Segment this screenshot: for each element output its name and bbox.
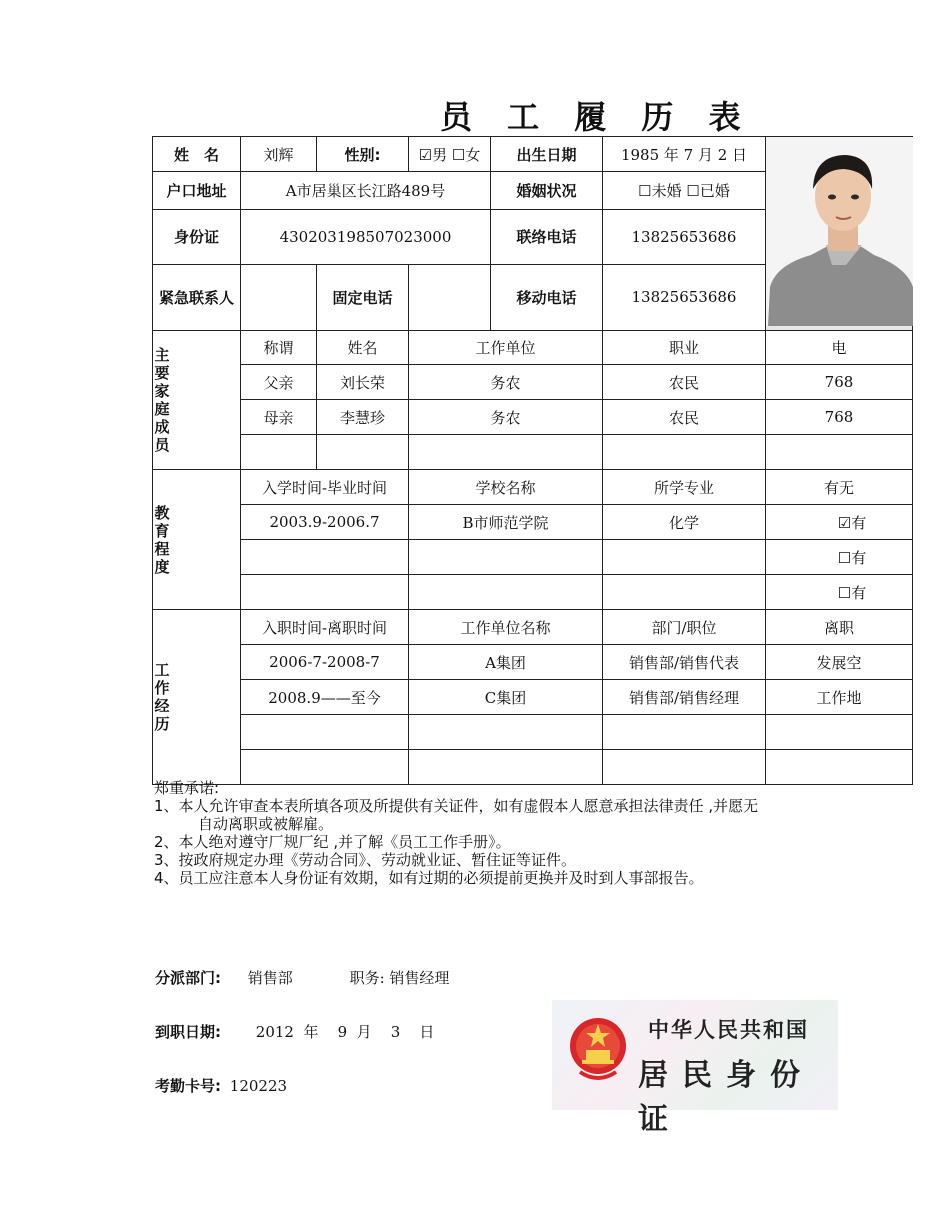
gender-label: 性别: [317, 137, 409, 172]
note-item: 3、按政府规定办理《劳动合同》、劳动就业证、暂住证等证件。 [154, 851, 577, 869]
work-cell[interactable]: A集团 [409, 645, 603, 680]
family-cell[interactable]: 母亲 [241, 400, 317, 435]
work-cell[interactable] [409, 715, 603, 750]
work-cell[interactable]: C集团 [409, 680, 603, 715]
education-cell[interactable]: ☐有 [766, 575, 913, 610]
work-header: 工作单位名称 [409, 610, 603, 645]
mobile-value[interactable]: 13825653686 [603, 264, 766, 330]
note-item: 2、本人绝对遵守厂规厂纪 ,并了解《员工工作手册》。 [154, 833, 511, 851]
work-section-label: 工作经历 [153, 610, 241, 785]
note-item: 4、员工应注意本人身份证有效期，如有过期的必须提前更换并及时到人事部报告。 [154, 869, 704, 887]
resume-form [152, 136, 867, 777]
card-label: 考勤卡号: [155, 1077, 221, 1095]
family-cell[interactable] [317, 435, 409, 470]
family-header: 称谓 [241, 331, 317, 365]
education-header: 入学时间-毕业时间 [241, 470, 409, 505]
birth-value[interactable]: 1985 年 7 月 2 日 [603, 137, 766, 172]
person-photo-icon [766, 137, 913, 326]
assigned-dept-row [155, 967, 449, 988]
gender-female-checkbox[interactable]: ☐女 [451, 145, 481, 164]
work-cell[interactable] [603, 715, 766, 750]
dept-value[interactable]: 销售部 [247, 969, 293, 987]
hukou-label: 户口地址 [153, 172, 241, 209]
photo-cell [766, 137, 913, 331]
page-title: 员 工 履 历 表 [440, 98, 753, 136]
education-section-label: 教育程度 [153, 470, 241, 610]
id-card-line1: 中华人民共和国 [648, 1017, 809, 1042]
education-header: 学校名称 [409, 470, 603, 505]
date-value[interactable]: 2012 年 9 月 3 日 [255, 1023, 435, 1041]
education-cell[interactable] [603, 575, 766, 610]
notes-heading: 郑重承诺: [154, 779, 220, 797]
family-cell[interactable] [766, 435, 913, 470]
national-emblem-icon [568, 1014, 628, 1084]
education-cell[interactable] [241, 540, 409, 575]
work-cell[interactable]: 发展空 [766, 645, 913, 680]
work-cell[interactable]: 销售部/销售代表 [603, 645, 766, 680]
id-card-image [552, 1000, 838, 1137]
date-label: 到职日期: [155, 1023, 221, 1041]
attendance-card-row [155, 1075, 287, 1096]
work-cell[interactable] [766, 715, 913, 750]
work-cell[interactable] [241, 715, 409, 750]
family-section-label: 主要家庭成员 [153, 331, 241, 470]
id-label: 身份证 [153, 209, 241, 264]
gender-male-checkbox[interactable]: ☑男 [418, 145, 448, 164]
marital-options[interactable]: ☐未婚 ☐已婚 [603, 172, 766, 209]
phone-label: 联络电话 [491, 209, 603, 264]
family-header: 工作单位 [409, 331, 603, 365]
family-cell[interactable]: 农民 [603, 400, 766, 435]
family-cell[interactable]: 农民 [603, 365, 766, 400]
family-header: 电 [766, 331, 913, 365]
family-header: 职业 [603, 331, 766, 365]
note-item: 1、本人允许审查本表所填各项及所提供有关证件，如有虚假本人愿意承担法律责任 ,并愿无 [154, 797, 759, 815]
education-cell[interactable] [409, 540, 603, 575]
family-cell[interactable]: 刘长荣 [317, 365, 409, 400]
family-cell[interactable]: 李慧珍 [317, 400, 409, 435]
education-cell[interactable]: 2003.9-2006.7 [241, 505, 409, 540]
work-header: 离职 [766, 610, 913, 645]
family-cell[interactable]: 父亲 [241, 365, 317, 400]
family-cell[interactable]: 768 [766, 400, 913, 435]
education-cell[interactable]: 化学 [603, 505, 766, 540]
work-header: 入职时间-离职时间 [241, 610, 409, 645]
work-cell[interactable]: 2006-7-2008-7 [241, 645, 409, 680]
commitment-notes [154, 779, 854, 887]
landline-label: 固定电话 [317, 264, 409, 330]
education-cell[interactable]: ☐有 [766, 540, 913, 575]
work-cell[interactable]: 2008.9——至今 [241, 680, 409, 715]
education-cell[interactable]: B市师范学院 [409, 505, 603, 540]
mobile-label: 移动电话 [491, 264, 603, 330]
family-cell[interactable] [241, 435, 317, 470]
family-header: 姓名 [317, 331, 409, 365]
hukou-value[interactable]: A市居巢区长江路489号 [241, 172, 491, 209]
family-cell[interactable] [603, 435, 766, 470]
marital-label: 婚姻状况 [491, 172, 603, 209]
education-cell[interactable]: ☑有 [766, 505, 913, 540]
education-cell[interactable] [409, 575, 603, 610]
id-number-value[interactable]: 430203198507023000 [241, 209, 491, 264]
family-cell[interactable] [409, 435, 603, 470]
emergency-label: 紧急联系人 [153, 264, 241, 330]
phone-value[interactable]: 13825653686 [603, 209, 766, 264]
dept-label: 分派部门: [155, 969, 221, 987]
name-label: 姓 名 [153, 137, 241, 172]
position-value[interactable]: 职务: 销售经理 [349, 969, 450, 987]
landline-value[interactable] [409, 264, 491, 330]
education-header: 所学专业 [603, 470, 766, 505]
education-cell[interactable] [603, 540, 766, 575]
work-cell[interactable]: 销售部/销售经理 [603, 680, 766, 715]
work-cell[interactable]: 工作地 [766, 680, 913, 715]
family-cell[interactable]: 768 [766, 365, 913, 400]
education-header: 有无 [766, 470, 913, 505]
name-value[interactable]: 刘辉 [241, 137, 317, 172]
employee-photo [766, 137, 912, 330]
family-cell[interactable]: 务农 [409, 400, 603, 435]
gender-options[interactable] [409, 137, 491, 172]
birth-label: 出生日期 [491, 137, 603, 172]
start-date-row [155, 1021, 434, 1042]
education-cell[interactable] [241, 575, 409, 610]
emergency-value[interactable] [241, 264, 317, 330]
note-item-continued: 自动离职或被解雇。 [198, 815, 334, 833]
card-value[interactable]: 120223 [229, 1077, 288, 1095]
family-cell[interactable]: 务农 [409, 365, 603, 400]
id-card-line2: 居民身份证 [638, 1058, 814, 1137]
work-header: 部门/职位 [603, 610, 766, 645]
